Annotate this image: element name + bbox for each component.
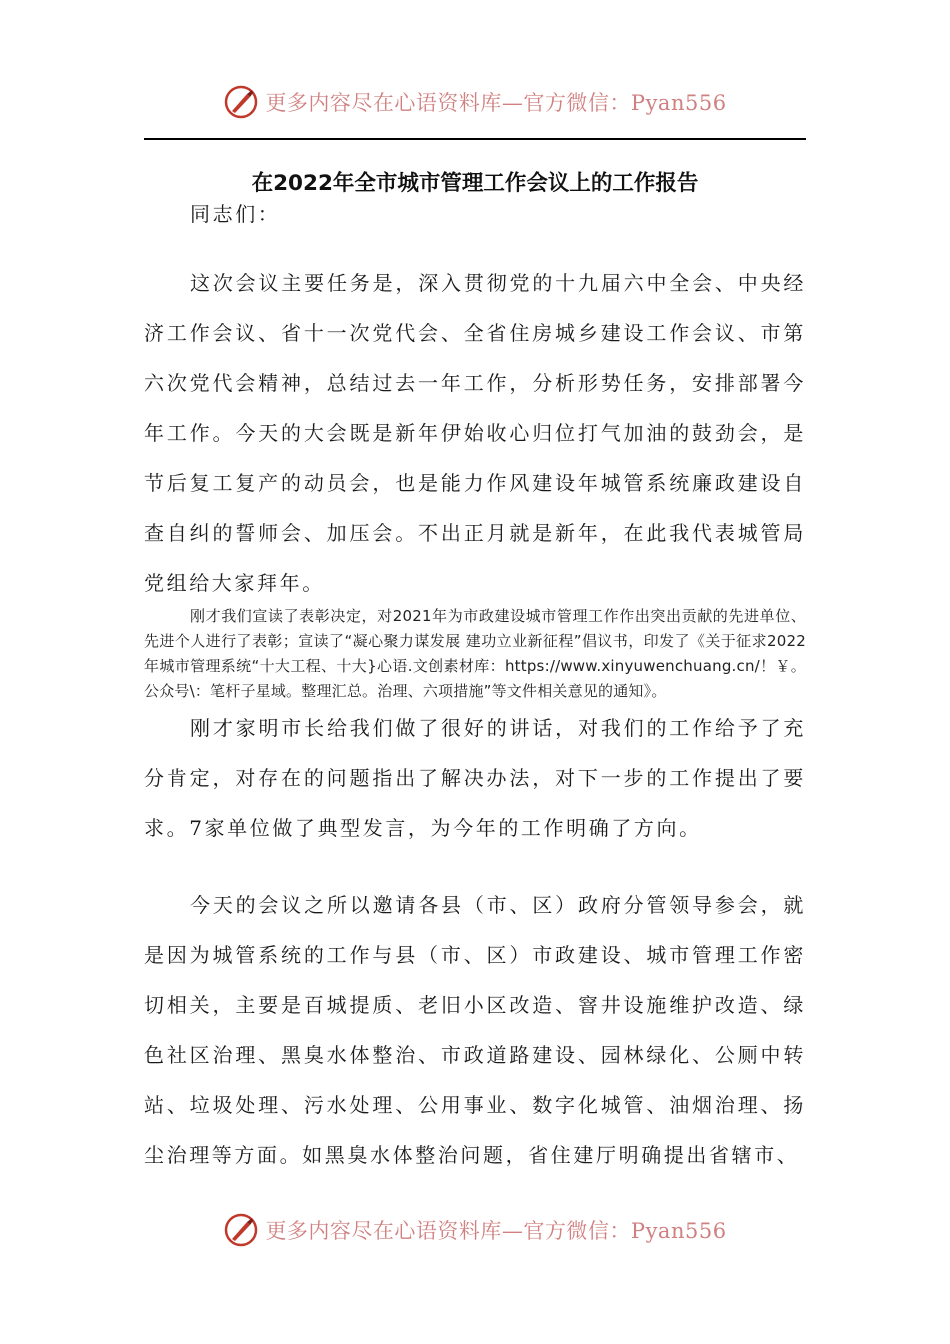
header-rule — [144, 138, 806, 140]
paragraph-1: 这次会议主要任务是，深入贯彻党的十九届六中全会、中央经济工作会议、省十一次党代会、全省住房城乡建设工作会议、市第六次党代会精神，总结过去一年工作，分析形势任务，安排部署今年工作。今天的大会既是新年伊始收心归位打气加油的鼓劲会，是节后复工复产的动员会，也是能力作风建设年城管系统廉政建设自查自纠的誓师会、加压会。不出正月就是新年，在此我代表城管局党组给大家拜年。 — [144, 271, 806, 595]
header-banner-text: 更多内容尽在心语资料库—官方微信：Pyan556 — [265, 91, 727, 115]
greeting: 同志们： — [190, 202, 281, 226]
header-banner — [0, 82, 950, 122]
document-title: 在2022年全市城市管理工作会议上的工作报告 — [251, 171, 699, 196]
paragraph-2: 刚才我们宣读了表彰决定，对2021年为市政建设城市管理工作作出突出贡献的先进单位、先进个人进行了表彰；宣读了“凝心聚力谋发展 建功立业新征程”倡议书，印发了《关于征求2022年城市管理系统“十大工程、十大}心语.文创素材库：https://www.xinyuwenchuang.cn/！￥。公众号\：笔杆子星域。整理汇总。治理、六项措施”等文件相关意见的通知》。 — [144, 607, 806, 700]
footer-banner-text: 更多内容尽在心语资料库—官方微信：Pyan556 — [265, 1219, 727, 1243]
paragraph-4: 今天的会议之所以邀请各县（市、区）政府分管领导参会，就是因为城管系统的工作与县（市、区）市政建设、城市管理工作密切相关，主要是百城提质、老旧小区改造、窨井设施维护改造、绿色社区治理、黑臭水体整治、市政道路建设、园林绿化、公厕中转站、垃圾处理、污水处理、公用事业、数字化城管、油烟治理、扬尘治理等方面。如黑臭水体整治问题，省住建厅明确提出省辖市、 — [144, 893, 806, 1167]
quill-pen-logo-icon — [223, 1212, 259, 1248]
quill-pen-logo-icon — [223, 84, 259, 120]
paragraph-3: 刚才家明市长给我们做了很好的讲话，对我们的工作给予了充分肯定，对存在的问题指出了解决办法，对下一步的工作提出了要求。7家单位做了典型发言，为今年的工作明确了方向。 — [144, 716, 806, 840]
footer-banner — [0, 1210, 950, 1250]
